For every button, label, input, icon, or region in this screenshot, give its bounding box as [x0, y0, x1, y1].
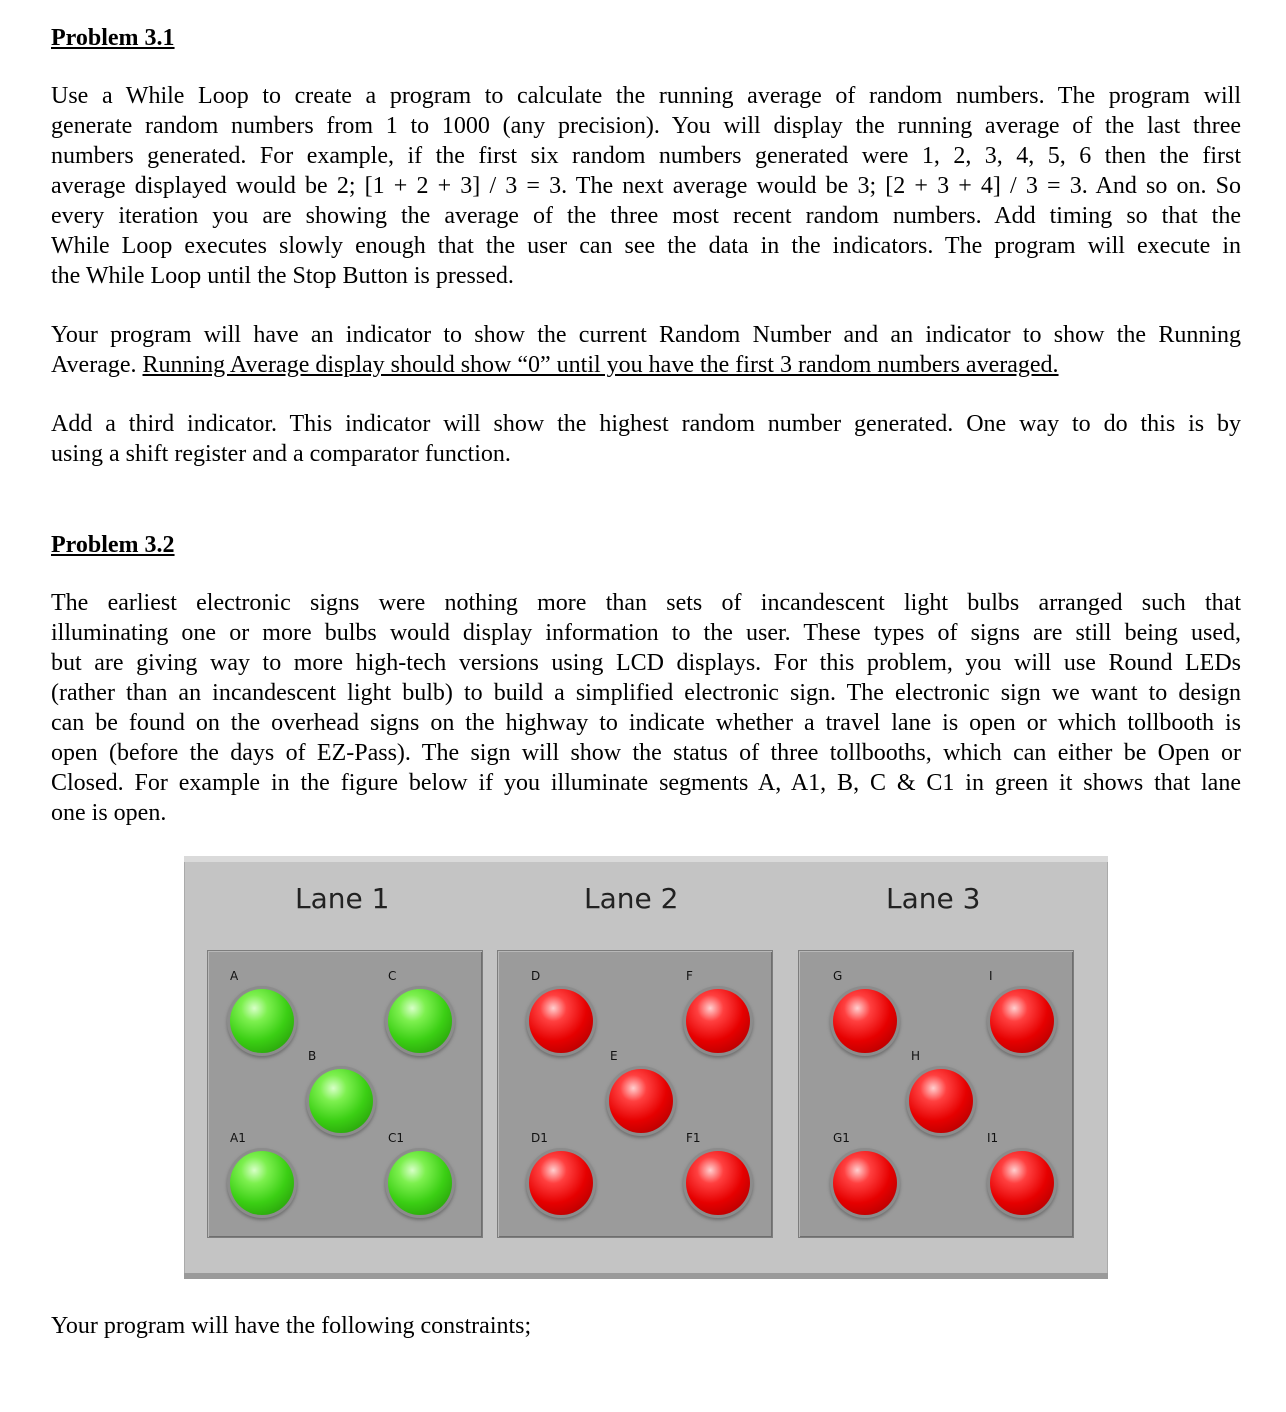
led-g[interactable]	[833, 989, 897, 1053]
led-label-a: A	[230, 969, 239, 983]
problem-3-1-paragraph-2	[51, 320, 1241, 380]
text-line: every iteration you are showing the average of the three most recent random numbers. Add timing so that the	[51, 203, 1241, 229]
text-line: but are giving way to more high-tech versions using LCD displays. For this problem, you will use Round LEDs	[51, 650, 1241, 676]
lane-1-title: Lane 1	[295, 882, 390, 915]
led-d1[interactable]	[529, 1151, 593, 1215]
underlined-requirement: Running Average display should show “0” until you have the first 3 random numbers averaged.	[142, 352, 1059, 378]
text-line: the While Loop until the Stop Button is pressed.	[51, 263, 514, 289]
tollbooth-sign-figure	[184, 856, 1108, 1279]
text-line: Your program will have the following constraints;	[51, 1313, 532, 1339]
led-i1[interactable]	[990, 1151, 1054, 1215]
text-line: using a shift register and a comparator function.	[51, 441, 511, 467]
lane-2-title: Lane 2	[584, 882, 679, 915]
led-label-d: D	[531, 969, 541, 983]
lane-3-panel	[798, 950, 1074, 1238]
text-line: Add a third indicator. This indicator will show the highest random number generated. One way to do this is by	[51, 411, 1241, 437]
led-d[interactable]	[529, 989, 593, 1053]
led-i[interactable]	[990, 989, 1054, 1053]
text-line: Closed. For example in the figure below if you illuminate segments A, A1, B, C & C1 in green it shows that lane	[51, 770, 1241, 796]
text-line: The earliest electronic signs were nothing more than sets of incandescent light bulbs arranged such that	[51, 590, 1241, 616]
led-c[interactable]	[388, 989, 452, 1053]
led-b[interactable]	[309, 1069, 373, 1133]
led-a1[interactable]	[230, 1151, 294, 1215]
led-label-a1: A1	[230, 1131, 246, 1145]
lane-2-panel	[497, 950, 773, 1238]
lane-1-panel	[207, 950, 483, 1238]
text-line: one is open.	[51, 800, 167, 826]
text-line: Use a While Loop to create a program to calculate the running average of random numbers. The program will	[51, 83, 1241, 109]
problem-3-2-paragraph-1	[51, 588, 1241, 828]
lane-3-title: Lane 3	[886, 882, 981, 915]
led-label-i: I	[989, 969, 993, 983]
led-label-e: E	[610, 1049, 618, 1063]
text-line: numbers generated. For example, if the first six random numbers generated were 1, 2, 3, 4, 5, 6 then the first	[51, 143, 1241, 169]
text-line: average displayed would be 2; [1 + 2 + 3] / 3 = 3. The next average would be 3; [2 + 3 + 4] / 3 = 3. And so on. So	[51, 173, 1241, 199]
text-line: Your program will have an indicator to show the current Random Number and an indicator to show the Running	[51, 322, 1241, 348]
problem-3-1-heading: Problem 3.1	[51, 25, 175, 51]
led-label-g: G	[833, 969, 843, 983]
text-line: can be found on the overhead signs on the highway to indicate whether a travel lane is open or which tollbooth is	[51, 710, 1241, 736]
sign-bottom-bevel	[184, 1273, 1108, 1279]
text-line: generate random numbers from 1 to 1000 (any precision). You will display the running average of the last three	[51, 113, 1241, 139]
led-label-c: C	[388, 969, 397, 983]
led-e[interactable]	[609, 1069, 673, 1133]
led-label-d1: D1	[531, 1131, 548, 1145]
problem-3-2-heading: Problem 3.2	[51, 532, 175, 558]
led-h[interactable]	[909, 1069, 973, 1133]
led-f[interactable]	[686, 989, 750, 1053]
sign-top-bevel	[184, 856, 1108, 862]
led-g1[interactable]	[833, 1151, 897, 1215]
text-line: While Loop executes slowly enough that the user can see the data in the indicators. The program will execute in	[51, 233, 1241, 259]
led-label-g1: G1	[833, 1131, 850, 1145]
text-segment: Average.	[51, 352, 143, 378]
led-label-f1: F1	[686, 1131, 701, 1145]
text-line: open (before the days of EZ-Pass). The sign will show the status of three tollbooths, which can either be Open or	[51, 740, 1241, 766]
led-label-h: H	[911, 1049, 921, 1063]
led-label-i1: I1	[987, 1131, 999, 1145]
problem-3-1-paragraph-3	[51, 409, 1241, 469]
led-f1[interactable]	[686, 1151, 750, 1215]
problem-3-1-paragraph-1	[51, 81, 1241, 291]
constraints-intro	[51, 1311, 1241, 1341]
text-line: (rather than an incandescent light bulb) to build a simplified electronic sign. The electronic sign we want to design	[51, 680, 1241, 706]
led-c1[interactable]	[388, 1151, 452, 1215]
led-a[interactable]	[230, 989, 294, 1053]
led-label-c1: C1	[388, 1131, 405, 1145]
led-label-f: F	[686, 969, 693, 983]
text-line: illuminating one or more bulbs would display information to the user. These types of signs are still being used,	[51, 620, 1241, 646]
led-label-b: B	[308, 1049, 317, 1063]
text-line	[51, 350, 1241, 380]
